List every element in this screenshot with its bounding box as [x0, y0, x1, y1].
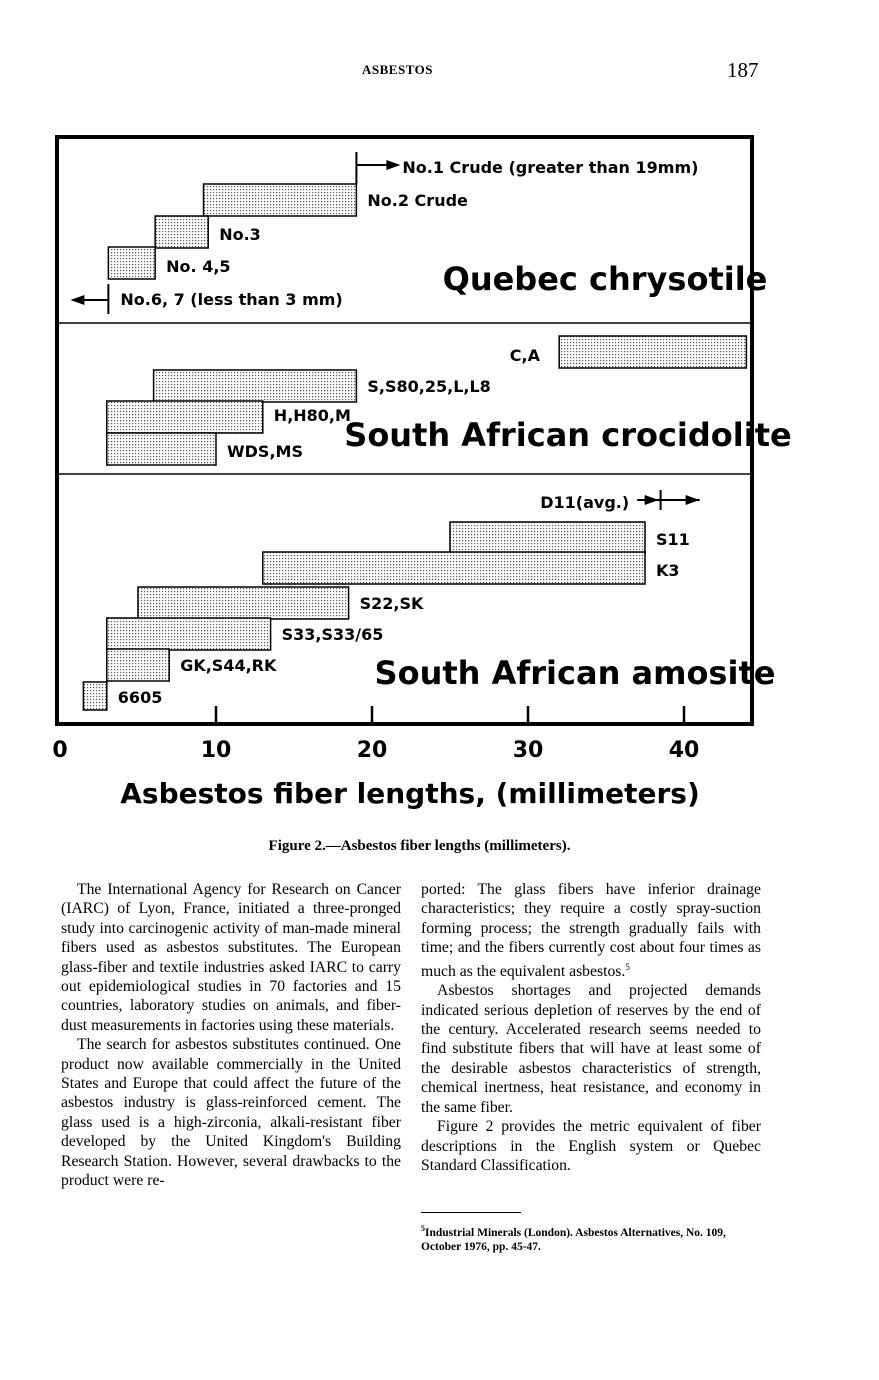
arrow-head	[386, 160, 400, 170]
paragraph: The search for asbestos substitutes continued. One product now available commercially in the United States and Europe that could affect the future of the asbestos industry is glass-reinforced cement. The glass used is a high-zirconia, alkali-resistant fiber developed by the United Kingdom's Building Research Station. However, several drawbacks to the product were re-	[61, 1036, 401, 1190]
footnote-marker: 5	[421, 1224, 425, 1233]
arrow-head	[70, 295, 84, 305]
running-title: ASBESTOS	[362, 62, 433, 77]
bar-label: S22,SK	[359, 594, 424, 613]
x-tick-label: 20	[356, 738, 388, 763]
bar-label: H,H80,M	[273, 406, 351, 425]
range-bar	[155, 216, 208, 248]
x-tick-label: 30	[512, 738, 544, 763]
range-bar	[107, 649, 169, 681]
bar-label: S11	[656, 530, 690, 549]
paragraph: Figure 2 provides the metric equivalent of fiber descriptions in the English system or Quebec Standard Classification.	[421, 1118, 761, 1174]
panel-title: South African amosite	[374, 654, 776, 692]
paragraph	[421, 880, 761, 981]
page-number: 187	[727, 58, 759, 82]
range-bar	[204, 184, 357, 216]
left-column	[61, 880, 401, 1191]
footnote-text: Industrial Minerals (London). Asbestos Alternatives, No. 109, October 1976, pp. 45-47.	[421, 1226, 726, 1253]
range-bar	[450, 522, 645, 554]
panel-title: South African crocidolite	[344, 416, 792, 454]
x-axis-title: Asbestos fiber lengths, (millimeters)	[120, 777, 700, 810]
range-bar	[263, 552, 645, 584]
panel-title: Quebec chrysotile	[442, 260, 768, 298]
arrow-head	[645, 495, 659, 505]
range-bar	[138, 587, 349, 619]
range-bar	[107, 401, 263, 433]
paragraph: Asbestos shortages and projected demands indicated serious depletion of reserves by the end of the century. Accelerated research seems needed to find substitute fibers that will have at least some of the desirable asbestos characteristics of strength, chemical inertness, heat resistance, and economy in the same fiber.	[421, 982, 761, 1116]
paragraph-continuation: ported: The glass fibers have inferior drainage characteristics; they require a costly spray-suction forming process; the strength gradually fails with time; and the fibers currently cost about four times as much as the equivalent asbestos.	[421, 881, 761, 980]
footnote-ref: 5	[625, 961, 630, 972]
range-bar	[107, 618, 271, 650]
x-tick-label: 40	[668, 738, 700, 763]
bar-label: No. 4,5	[166, 257, 231, 276]
range-bar	[107, 433, 216, 465]
range-bar	[559, 336, 746, 368]
bar-label: No.3	[219, 225, 261, 244]
bar-label: S33,S33/65	[281, 625, 384, 644]
right-column	[421, 880, 761, 1175]
paragraph: The International Agency for Research on Cancer (IARC) of Lyon, France, initiated a three-pronged study into carcinogenic activity of man-made mineral fibers used as asbestos substitutes. The European glass-fiber and textile industries asked IARC to carry out epidemiological studies in 70 factories and 15 countries, laboratory studies on animals, and fiber-dust measurements in factories using these materials.	[61, 881, 401, 1034]
footnote-rule	[421, 1212, 521, 1213]
arrow-head	[686, 495, 700, 505]
bar-label: K3	[656, 561, 680, 580]
range-bar	[83, 682, 106, 710]
bar-label: No.2 Crude	[367, 191, 468, 210]
footnote	[421, 1222, 766, 1254]
x-tick-label: 10	[200, 738, 232, 763]
figure-caption: Figure 2.—Asbestos fiber lengths (millimeters).	[268, 838, 571, 854]
bar-label: No.6, 7 (less than 3 mm)	[120, 290, 343, 309]
bar-label: GK,S44,RK	[180, 656, 277, 675]
bar-label: C,A	[509, 346, 540, 365]
range-bar	[154, 370, 357, 402]
bar-label: No.1 Crude (greater than 19mm)	[402, 158, 699, 177]
bar-label: S,S80,25,L,L8	[367, 377, 491, 396]
bar-label: D11(avg.)	[540, 493, 630, 512]
range-bar	[108, 247, 155, 279]
bar-label: WDS,MS	[227, 442, 303, 461]
x-tick-label: 0	[52, 738, 68, 763]
bar-label: 6605	[117, 688, 163, 707]
